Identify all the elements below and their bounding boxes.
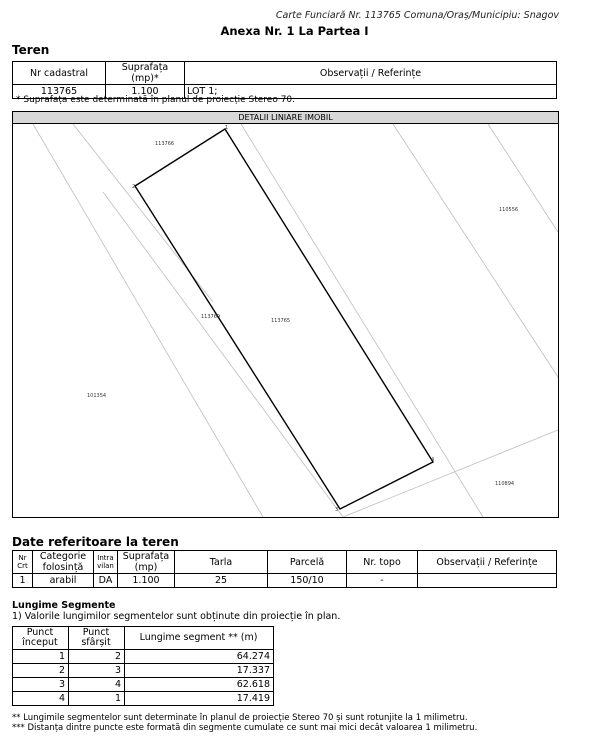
- point-label-2: 2: [132, 184, 136, 190]
- col-punct-sfarsit: Punct sfârșit: [69, 627, 125, 650]
- date-teren-table: [12, 550, 557, 588]
- cell-length: 62.618: [125, 678, 274, 692]
- cell-nr-topo: -: [347, 574, 418, 588]
- cell-nr-cadastral: 113765: [13, 85, 106, 99]
- point-label-3: 3: [335, 507, 339, 513]
- col-observatii: Observații / Referințe: [185, 62, 557, 85]
- teren-footnote: * Suprafața este determinată în planul de proiecție Stereo 70.: [16, 95, 296, 105]
- point-label-4: 4: [431, 457, 435, 463]
- col-suprafata: Suprafața (mp): [118, 551, 175, 574]
- neighbor-boundary: [343, 430, 558, 517]
- table-row: [13, 650, 274, 664]
- parcel-map: [13, 112, 558, 517]
- neighbor-boundary: [393, 124, 558, 377]
- table-row: [13, 692, 274, 706]
- table-row: [13, 664, 274, 678]
- segmente-subtitle: 1) Valorile lungimilor segmentelor sunt obținute din proiecție în plan.: [12, 611, 341, 622]
- neighbor-boundary: [103, 192, 343, 517]
- col-observatii: Observații / Referințe: [418, 551, 557, 574]
- col-categorie: Categorie folosință: [33, 551, 94, 574]
- col-punct-inceput: Punct început: [13, 627, 69, 650]
- neighbor-label: 110556: [499, 207, 519, 213]
- cell-suprafata: 1.100: [118, 574, 175, 588]
- teren-table: [12, 61, 557, 99]
- segmente-table: [12, 626, 274, 706]
- cell-intravilan: DA: [94, 574, 118, 588]
- cell-end: 2: [69, 650, 125, 664]
- col-tarla: Tarla: [175, 551, 268, 574]
- parcel-label: 113765: [271, 318, 291, 324]
- cell-suprafata: 1.100: [106, 85, 185, 99]
- segmente-note-2: *** Distanța dintre puncte este formată din segmente cumulate ce sunt mai mici decât valoarea 1 milimetru.: [12, 723, 478, 733]
- map-panel: [12, 111, 559, 518]
- cell-parcela: 150/10: [268, 574, 347, 588]
- col-lungime: Lungime segment ** (m): [125, 627, 274, 650]
- cell-end: 3: [69, 664, 125, 678]
- neighbor-label: 113766: [155, 141, 175, 147]
- cell-start: 4: [13, 692, 69, 706]
- cell-observatii: [418, 574, 557, 588]
- cell-length: 64.274: [125, 650, 274, 664]
- map-header: DETALII LINIARE IMOBIL: [13, 112, 558, 124]
- neighbor-label: 101354: [87, 393, 107, 399]
- col-nr-topo: Nr. topo: [347, 551, 418, 574]
- neighbor-label: 113769: [201, 314, 221, 320]
- cell-length: 17.419: [125, 692, 274, 706]
- col-suprafata: Suprafața (mp)*: [106, 62, 185, 85]
- col-nr-cadastral: Nr cadastral: [13, 62, 106, 85]
- segmente-note-1: ** Lungimile segmentelor sunt determinate în planul de proiecție Stereo 70 și sunt rotunjite la 1 milimetru.: [12, 713, 468, 723]
- page-title: Anexa Nr. 1 La Partea I: [220, 24, 369, 38]
- cell-length: 17.337: [125, 664, 274, 678]
- cell-start: 3: [13, 678, 69, 692]
- cell-tarla: 25: [175, 574, 268, 588]
- neighbor-boundary: [488, 124, 558, 232]
- document-reference: Carte Funciară Nr. 113765 Comuna/Oraș/Municipiu: Snagov: [275, 10, 559, 21]
- cell-start: 1: [13, 650, 69, 664]
- cell-end: 4: [69, 678, 125, 692]
- teren-section-title: Teren: [12, 43, 50, 57]
- cell-nr-crt: 1: [13, 574, 33, 588]
- neighbor-boundary: [33, 124, 263, 517]
- col-parcela: Parcelă: [268, 551, 347, 574]
- segmente-section-title: Lungime Segmente: [12, 600, 116, 611]
- date-teren-section-title: Date referitoare la teren: [12, 535, 179, 549]
- cell-observatii: LOT 1;: [185, 85, 557, 99]
- neighbor-label: 110894: [495, 481, 515, 487]
- table-row: [13, 678, 274, 692]
- cell-categorie: arabil: [33, 574, 94, 588]
- col-nr-crt: Nr Crt: [13, 551, 33, 574]
- point-label-1: 1: [225, 125, 229, 131]
- cell-end: 1: [69, 692, 125, 706]
- cell-start: 2: [13, 664, 69, 678]
- col-intravilan: Intra vilan: [94, 551, 118, 574]
